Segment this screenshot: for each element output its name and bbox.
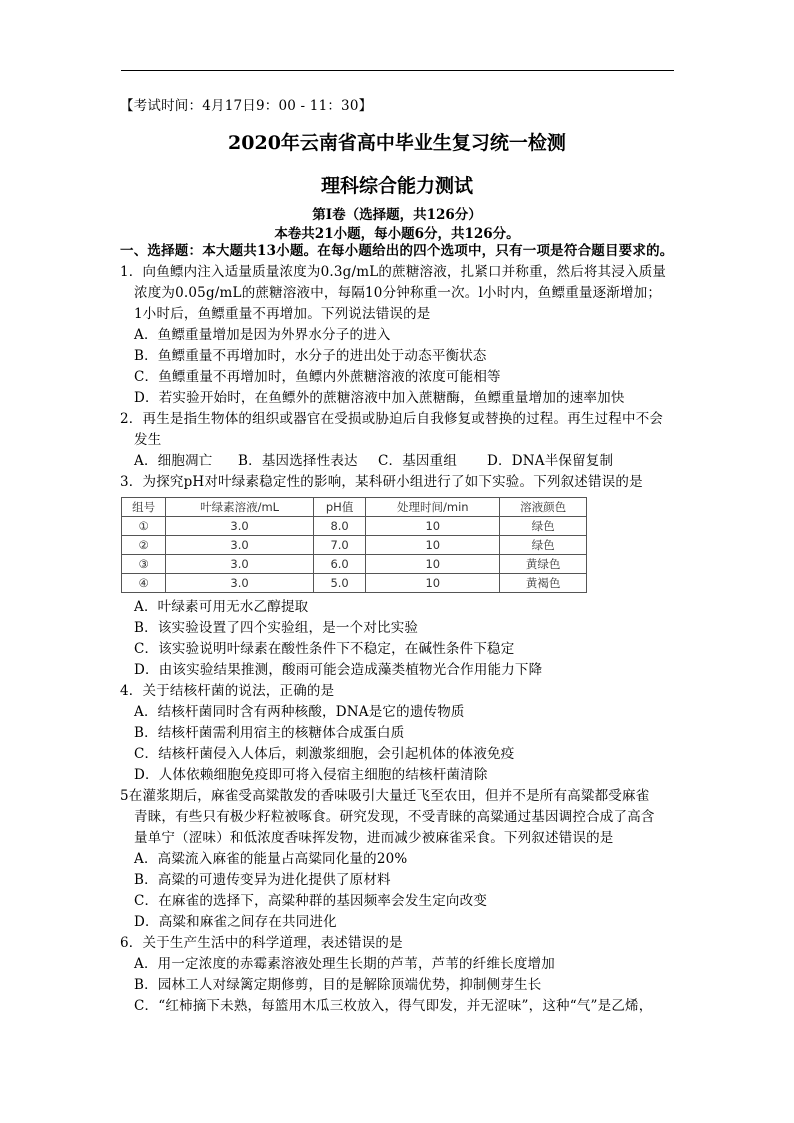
q1-option-a: A．鱼鳔重量增加是因为外界水分子的进入 xyxy=(134,327,391,343)
q5-option-c: C．在麻雀的选择下，高粱种群的基因频率会发生定向改变 xyxy=(134,893,488,909)
table-cell: 6.0 xyxy=(313,555,366,574)
q5-stem-line3: 量单宁（涩味）和低浓度香味挥发物，进而减少被麻雀采食。下列叙述错误的是 xyxy=(134,830,614,846)
table-cell: 3.0 xyxy=(166,517,314,536)
page-title: 2020年云南省高中毕业生复习统一检测 xyxy=(228,132,566,154)
table-cell: 3.0 xyxy=(166,536,314,555)
q5-stem-line1: 5在灌浆期后，麻雀受高粱散发的香味吸引大量迁飞至农田，但并不是所有高粱都受麻雀 xyxy=(120,788,650,804)
section-heading: 一、选择题：本大题共13小题。在每小题给出的四个选项中，只有一项是符合题目要求的。 xyxy=(120,243,674,259)
q2-option-b: B．基因选择性表达 xyxy=(238,453,358,469)
q6-option-c: C．“红柿摘下未熟，每篮用木瓜三枚放入，得气即发，并无涩味”，这种“气”是乙烯， xyxy=(134,998,653,1014)
table-cell: 绿色 xyxy=(500,517,587,536)
q5-option-d: D．高粱和麻雀之间存在共同进化 xyxy=(134,914,337,930)
q2-option-a: A．细胞凋亡 xyxy=(134,453,213,469)
table-cell: 3.0 xyxy=(166,555,314,574)
q2-stem-line1: 2．再生是指生物体的组织或器官在受损或胁迫后自我修复或替换的过程。再生过程中不会 xyxy=(120,411,664,427)
table-cell: 10 xyxy=(366,574,500,593)
table-header-cell: 叶绿素溶液/mL xyxy=(166,498,314,517)
q4-stem: 4．关于结核杆菌的说法，正确的是 xyxy=(120,683,335,699)
table-header-row xyxy=(122,498,587,517)
q1-stem-line2: 浓度为0.05g/mL的蔗糖溶液中，每隔10分钟称重一次。l小时内，鱼鳔重量逐渐增加； xyxy=(134,285,662,301)
q4-option-a: A．结核杆菌同时含有两种核酸，DNA是它的遗传物质 xyxy=(134,704,465,720)
q6-option-a: A．用一定浓度的赤霉素溶液处理生长期的芦苇，芦苇的纤维长度增加 xyxy=(134,956,555,972)
table-row xyxy=(122,517,587,536)
table-row xyxy=(122,555,587,574)
q1-option-b: B．鱼鳔重量不再增加时，水分子的进出处于动态平衡状态 xyxy=(134,348,487,364)
table-cell: 8.0 xyxy=(313,517,366,536)
q6-stem: 6．关于生产生活中的科学道理，表述错误的是 xyxy=(120,935,403,951)
q5-stem-line2: 青睐，有些只有极少籽粒被啄食。研究发现，不受青睐的高粱通过基因调控合成了高含 xyxy=(134,809,655,825)
q3-option-c: C．该实验说明叶绿素在酸性条件下不稳定，在碱性条件下稳定 xyxy=(134,641,515,657)
table-header-cell: pH值 xyxy=(313,498,366,517)
q3-option-b: B．该实验设置了四个实验组，是一个对比实验 xyxy=(134,620,419,636)
table-cell: ① xyxy=(122,517,166,536)
volume-note: 本卷共21小题，每小题6分，共126分。 xyxy=(274,226,520,242)
table-cell: 绿色 xyxy=(500,536,587,555)
q1-stem-line1: 1．向鱼鳔内注入适量质量浓度为0.3g/mL的蔗糖溶液，扎紧口并称重，然后将其浸入质量 xyxy=(120,264,667,280)
table-cell: 10 xyxy=(366,536,500,555)
table-cell: 7.0 xyxy=(313,536,366,555)
q1-option-c: C．鱼鳔重量不再增加时，鱼鳔内外蔗糖溶液的浓度可能相等 xyxy=(134,369,501,385)
q2-stem-line2: 发生 xyxy=(134,432,162,448)
table-cell: ④ xyxy=(122,574,166,593)
experiment-table xyxy=(121,497,587,593)
q5-option-b: B．高粱的可遗传变异为进化提供了原材料 xyxy=(134,872,391,888)
table-cell: ② xyxy=(122,536,166,555)
table-row xyxy=(122,536,587,555)
table-cell: 3.0 xyxy=(166,574,314,593)
q2-option-c: C．基因重组 xyxy=(378,453,458,469)
q3-stem: 3．为探究pH对叶绿素稳定性的影响，某科研小组进行了如下实验。下列叙述错误的是 xyxy=(120,474,643,490)
q4-option-b: B．结核杆菌需利用宿主的核糖体合成蛋白质 xyxy=(134,725,405,741)
table-header-cell: 处理时间/min xyxy=(366,498,500,517)
table-row xyxy=(122,574,587,593)
exam-time: 【考试时间：4月17日9：00 - 11：30】 xyxy=(120,98,373,114)
q5-option-a: A．高粱流入麻雀的能量占高粱同化量的20% xyxy=(134,851,408,867)
volume-heading: 第Ⅰ卷（选择题，共126分） xyxy=(312,207,482,223)
q3-option-a: A．叶绿素可用无水乙醇提取 xyxy=(134,599,309,615)
q2-option-d: D．DNA半保留复制 xyxy=(487,453,614,469)
table-cell: 黄褐色 xyxy=(500,574,587,593)
page-subtitle: 理科综合能力测试 xyxy=(320,175,473,197)
table-cell: 10 xyxy=(366,517,500,536)
table-cell: 10 xyxy=(366,555,500,574)
table-header-cell: 溶液颜色 xyxy=(500,498,587,517)
table-header-cell: 组号 xyxy=(122,498,166,517)
q1-option-d: D．若实验开始时，在鱼鳔外的蔗糖溶液中加入蔗糖酶，鱼鳔重量增加的速率加快 xyxy=(134,390,625,406)
table-cell: ③ xyxy=(122,555,166,574)
q3-option-d: D．由该实验结果推测，酸雨可能会造成藻类植物光合作用能力下降 xyxy=(134,662,543,678)
q6-option-b: B．园林工人对绿篱定期修剪，目的是解除顶端优势，抑制侧芽生长 xyxy=(134,977,542,993)
q4-option-c: C．结核杆菌侵入人体后，刺激浆细胞，会引起机体的体液免疫 xyxy=(134,746,515,762)
table-cell: 5.0 xyxy=(313,574,366,593)
q1-stem-line3: 1小时后，鱼鳔重量不再增加。下列说法错误的是 xyxy=(134,306,431,322)
q4-option-d: D．人体依赖细胞免疫即可将入侵宿主细胞的结核杆菌清除 xyxy=(134,767,488,783)
header-rule xyxy=(121,70,674,71)
table-cell: 黄绿色 xyxy=(500,555,587,574)
